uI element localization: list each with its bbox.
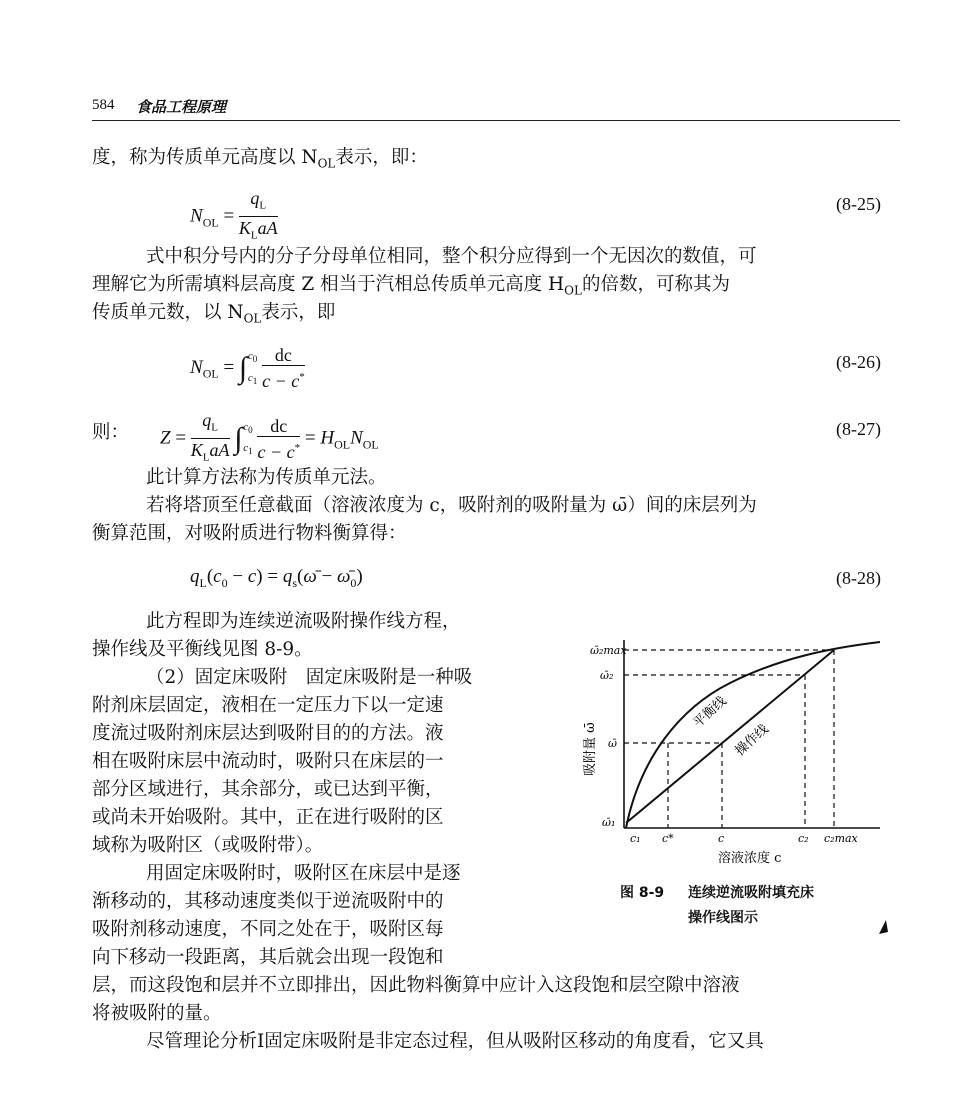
text-line: 式中积分号内的分子分母单位相同，整个积分应得到一个无因次的数值，可 (146, 246, 757, 267)
text-line: 或尚未开始吸附。其中，正在进行吸附的区 (92, 807, 444, 828)
text-line: 操作线及平衡线见图 8-9。 (92, 639, 313, 660)
figure-caption-number: 图 8-9 (620, 885, 665, 901)
text-line: 尽管理论分析Ⅰ固定床吸附是非定态过程，但从吸附区移动的角度看，它又具 (146, 1031, 764, 1052)
equation-lead-label: 则： (92, 422, 130, 443)
equation-8-25: $N_{OL}$ = $\frac{q_L}{K_LaA}$ (190, 188, 278, 242)
text-line: 部分区域进行，其余部分，或已达到平衡， (92, 779, 444, 800)
text-line: 附剂床层固定，液相在一定压力下以一定速 (92, 695, 444, 716)
text-line: 衡算范围，对吸附质进行物料衡算得： (92, 523, 407, 544)
equation-number: (8-26) (836, 352, 881, 372)
text-line: 渐移动的，其移动速度类似于逆流吸附中的 (92, 891, 444, 912)
operating-label: 操作线 (732, 721, 772, 759)
y-tick-label: ω̄₂ (600, 669, 614, 682)
text-line: 此计算方法称为传质单元法。 (146, 467, 387, 488)
y-tick-label: ω̄₁ (602, 816, 616, 829)
equation-8-27: Z = $\frac{q_L}{K_LaA}$ ∫ $c_0$ $c_1$ $\frac{dc}{c - c^*}$ = $H_{OL}N_{OL}$ (160, 410, 379, 464)
equation-8-28: $q_L(c_0 - c)$ = $q_s(\omegā$ − $\omegā_0$) (190, 566, 363, 590)
text-line: 传质单元数，以 $N_{OL}$表示，即 (92, 302, 336, 326)
text-line: 用固定床吸附时，吸附区在床层中是逐 (146, 863, 461, 884)
equation-number: (8-28) (836, 568, 881, 588)
equation-number: (8-27) (836, 419, 881, 439)
x-axis-title: 溶液浓度 c (718, 851, 782, 866)
text-line: 将被吸附的量。 (92, 1003, 222, 1024)
x-tick-label: c₂ (798, 832, 809, 845)
text-line: 理解它为所需填料层高度 Z 相当于汽相总传质单元高度 $H_{OL}$的倍数，可称其为 (92, 274, 730, 298)
page-number: 584 (92, 97, 115, 113)
text-line: 度，称为传质单元高度以 $N_{OL}$表示，即： (92, 147, 428, 171)
text-line: 相在吸附床层中流动时，吸附只在床层的一 (92, 751, 444, 772)
y-tick-label: ω̄ (608, 737, 617, 750)
text-line: 若将塔顶至任意截面（溶液浓度为 c，吸附剂的吸附量为 ω̄）间的床层列为 (146, 495, 757, 516)
y-axis-title: 吸附量 ω̄ (583, 722, 598, 776)
x-tick-label: c₁ (630, 832, 641, 845)
text-line: 域称为吸附区（或吸附带）。 (92, 835, 324, 856)
text-line: 吸附剂移动速度，不同之处在于，吸附区每 (92, 919, 444, 940)
y-tick-label: ω̄₂max (590, 644, 627, 657)
ink-mark-icon (876, 918, 890, 936)
equation-number: (8-25) (836, 194, 881, 214)
text-line: （2）固定床吸附 固定床吸附是一种吸 (146, 667, 473, 688)
text-line: 度流过吸附剂床层达到吸附目的的方法。液 (92, 723, 444, 744)
figure-8-9-diagram (580, 628, 900, 873)
equilibrium-label: 平衡线 (690, 693, 730, 731)
figure-caption-line2: 操作线图示 (688, 910, 758, 926)
x-tick-label: c (718, 832, 725, 845)
operating-line (626, 650, 834, 823)
text-line: 向下移动一段距离，其后就会出现一段饱和 (92, 947, 444, 968)
x-tick-label: c₂max (824, 832, 858, 845)
running-header-title: 食品工程原理 (136, 98, 227, 116)
equation-8-26: $N_{OL}$ = ∫ $c_0$ $c_1$ $\frac{dc}{c - c^*}$ (190, 345, 305, 391)
figure-caption-line1: 连续逆流吸附填充床 (688, 885, 814, 901)
text-line: 此方程即为连续逆流吸附操作线方程， (146, 611, 461, 632)
header-rule (92, 120, 900, 121)
text-line: 层，而这段饱和层并不立即排出，因此物料衡算中应计入这段饱和层空隙中溶液 (92, 975, 740, 996)
x-tick-label: c* (662, 832, 674, 845)
